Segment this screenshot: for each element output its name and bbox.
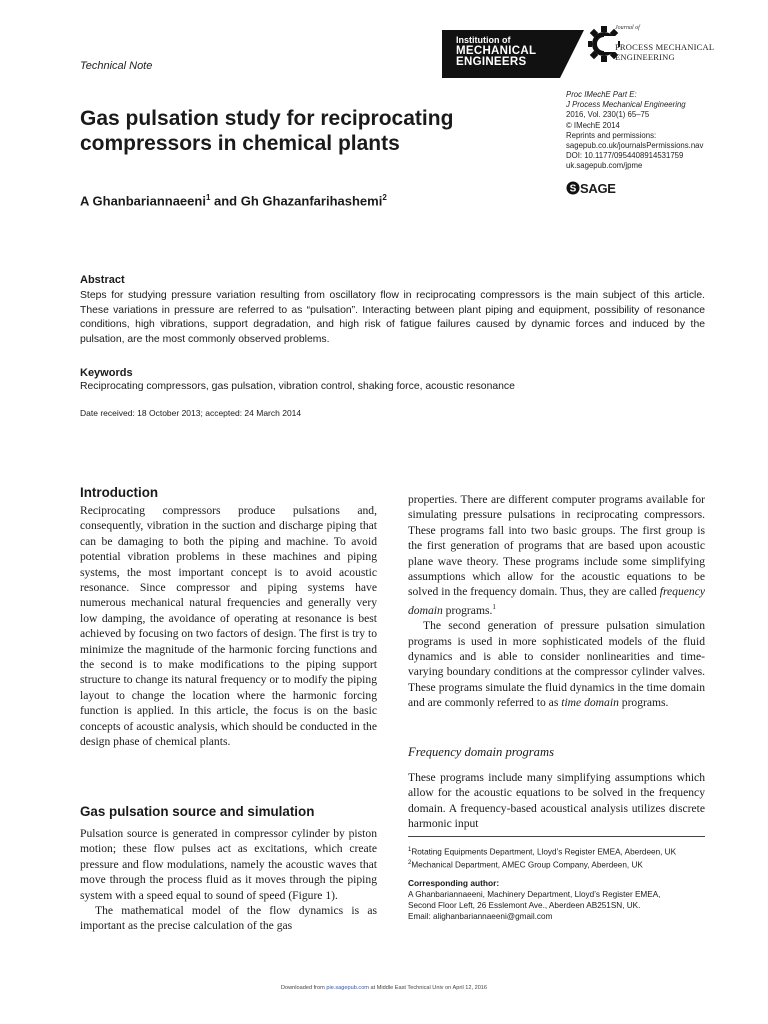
corresponding-author-heading: Corresponding author:: [408, 877, 500, 888]
corresponding-author-line2: Second Floor Left, 26 Esslemont Ave., Aberdeen AB251SN, UK.: [408, 901, 641, 911]
right-column-body: [408, 492, 705, 711]
svg-text:S: S: [569, 183, 577, 195]
author-joiner: and: [210, 193, 241, 209]
introduction-paragraph: Reciprocating compressors produce pulsations and, consequently, vibration in the suction and discharge piping that can be damaging to both the piping and machine. To avoid potential vibration problems in these machines and piping systems, the most important concept is to avoid acoustic resonance. Since compressor and piping systems have numerous mechanical natural frequencies and generally very low damping, the avoidance of operating at resonance is best achieved by focusing on two factors of design. The first is try to minimize the magnitude of the harmonic forcing functions and the second is to make modifications to the piping support structure to change its natural frequency or to modify the piping layout to change the location where the harmonic forcing function is applied. In this article, the focus is on the basic concepts of acoustic analysis, which should be conducted in the design phase of chemical plants.: [80, 504, 377, 749]
meta-permissions-link[interactable]: sagepub.co.uk/journalsPermissions.nav: [566, 141, 704, 151]
corresponding-author-email[interactable]: Email: alighanbariannaeeni@gmail.com: [408, 912, 553, 922]
meta-journal-name: J Process Mechanical Engineering: [566, 100, 686, 110]
footnote-2: $^2$Mechanical Department, AMEC Group Company, Aberdeen, UK: [408, 859, 643, 870]
author-2: Gh Ghazanfarihashemi: [240, 193, 383, 209]
right-paragraph-2: The second generation of pressure pulsation simulation programs is used in more sophisticated models of the fluid dynamics and is able to consider nonlinearities and time-varying boundary conditions at the compressor cylinder valves. These programs simulate the fluid dynamics in the time domain and are commonly referred to as time domain programs.: [408, 619, 705, 710]
meta-copyright: © IMechE 2014: [566, 120, 620, 130]
imeche-logo-line3: ENGINEERS: [456, 56, 527, 68]
gas-pulsation-paragraph-2: The mathematical model of the flow dynamics is as important as the precise calculation of the gas: [80, 904, 377, 933]
meta-journal-url[interactable]: uk.sagepub.com/jpme: [566, 161, 643, 171]
authors: [80, 193, 387, 208]
imeche-logo-line1: Institution of: [456, 35, 511, 45]
section-label: Technical Note: [80, 60, 153, 72]
citation-ref[interactable]: 1: [492, 602, 496, 611]
gas-pulsation-body: [80, 826, 377, 934]
meta-journal-part: Proc IMechE Part E:: [566, 90, 637, 99]
footnotes: [408, 845, 708, 923]
introduction-body: [80, 503, 377, 750]
frequency-domain-term: frequency domain: [408, 585, 705, 617]
meta-reprints: Reprints and permissions:: [566, 130, 657, 140]
download-notice: Downloaded from pie.sagepub.com at Middle East Technical Univ on April 12, 2016: [280, 985, 488, 991]
corresponding-author-line1: A Ghanbariannaeeni, Machinery Department, Lloyd’s Register EMEA,: [408, 890, 661, 900]
journal-logo-small: Journal of: [615, 25, 640, 31]
frequency-domain-paragraph: These programs include many simplifying assumptions which allow for the acoustic equations to be solved in the frequency domain. A frequency-based acoustical analysis utilizes discrete harmonic input: [408, 771, 705, 831]
abstract-heading: Abstract: [80, 274, 125, 286]
author-1: A Ghanbariannaeeni: [80, 193, 206, 209]
meta-doi[interactable]: DOI: 10.1177/0954408914531759: [566, 151, 684, 161]
paper-title: Gas pulsation study for reciprocating compressors in chemical plants: [80, 107, 454, 155]
keywords-text: Reciprocating compressors, gas pulsation, vibration control, shaking force, acoustic resonance: [80, 381, 515, 392]
sage-logo-icon: [566, 181, 580, 195]
publication-meta: [566, 90, 746, 172]
time-domain-term: time domain: [561, 696, 619, 710]
download-link[interactable]: pie.sagepub.com: [326, 985, 369, 991]
dates-received: Date received: 18 October 2013; accepted: 24 March 2014: [80, 408, 302, 418]
journal-name-line1: PROCESS MECHANICAL: [615, 42, 715, 52]
author-1-affiliation: 1: [205, 193, 211, 202]
journal-logo: [588, 22, 718, 74]
meta-volume: 2016, Vol. 230(1) 65–75: [566, 110, 650, 120]
author-2-affiliation: 2: [382, 193, 387, 202]
gas-pulsation-heading: Gas pulsation source and simulation: [80, 804, 315, 819]
sage-logo: [566, 180, 616, 196]
keywords-heading: Keywords: [80, 367, 133, 379]
footnote-divider: [408, 836, 705, 837]
right-paragraph-1: properties. There are different computer programs available for simulating pressure pulsations in reciprocating compressors. These programs fall into two basic groups. The first group is the first generation of programs that are based upon acoustic plane wave theory. These programs include some simplifying assumptions which allow for the acoustic equations to be solved in the frequency domain. Thus, they are called frequency domain programs.$^1$: [408, 493, 705, 617]
abstract-text: Steps for studying pressure variation resulting from oscillatory flow in reciprocating compressors is the main subject of this article. These variations in pressure are referred to as “pulsation”. Interacting between plant piping and equipment, possibility of resonance conditions, high vibrations, support degradation, and high risk of fatigue failures caused by dynamic forces and induced by the pulsation, are the most commonly observed problems.: [80, 290, 705, 345]
footnote-1: $^1$Rotating Equipments Department, Lloyd’s Register EMEA, Aberdeen, UK: [408, 847, 677, 857]
imeche-logo-line2: MECHANICAL: [456, 45, 537, 57]
gas-pulsation-paragraph-1: Pulsation source is generated in compressor cylinder by piston motion; these flow pulses act as excitations, which create pressure and flow modulations, namely the acoustic waves that move through the process fluid as it moves through the piping system with a speed equal to sound of speed (Figure 1).: [80, 827, 377, 902]
imeche-logo: [442, 30, 584, 78]
frequency-domain-body: [408, 770, 705, 832]
introduction-heading: Introduction: [80, 485, 159, 500]
journal-name-line2: ENGINEERING: [615, 52, 675, 62]
sage-wordmark: SAGE: [580, 180, 616, 196]
frequency-domain-heading: Frequency domain programs: [408, 745, 554, 759]
